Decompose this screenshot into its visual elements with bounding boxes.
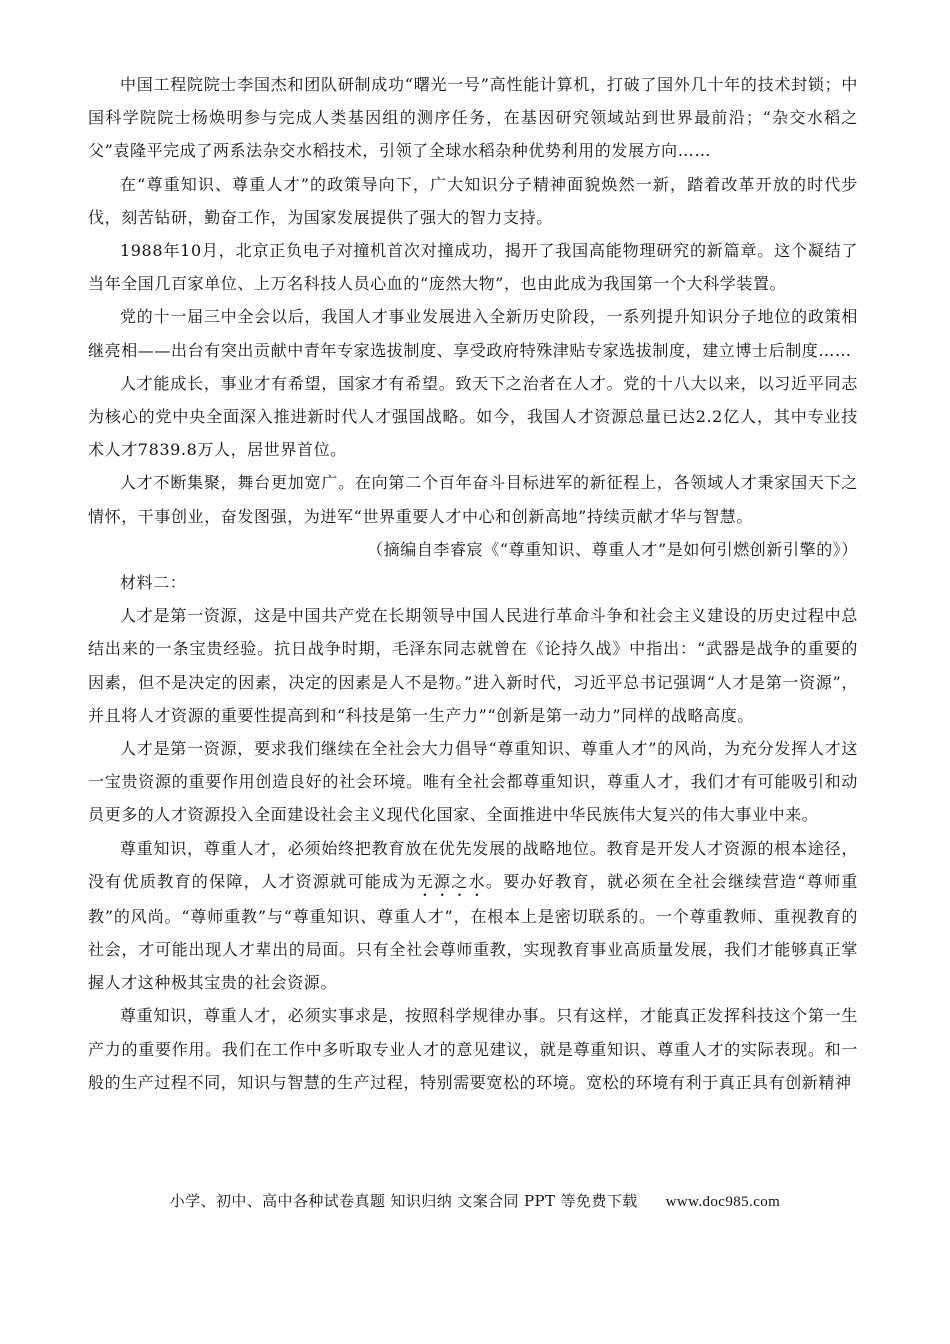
document-body [88, 68, 858, 1099]
material-two-paragraph-1: 人才是第一资源，这是中国共产党在长期领导中国人民进行革命斗争和社会主义建设的历史过程中总结出来的一条宝贵经验。抗日战争时期，毛泽东同志就曾在《论持久战》中指出：“武器是战争的重要的因素，但不是决定的因素，决定的因素是人不是物。”进入新时代，习近平总书记强调“人才是第一资源”，并且将人才资源的重要性提高到和“科技是第一生产力”“创新是第一动力”同样的战略高度。 [88, 606, 858, 725]
material-two-paragraph-2: 人才是第一资源，要求我们继续在全社会大力倡导“尊重知识、尊重人才”的风尚，为充分发挥人才这一宝贵资源的重要作用创造良好的社会环境。唯有全社会都尊重知识，尊重人才，我们才有可能吸引和动员更多的人才资源投入全面建设社会主义现代化国家、全面推进中华民族伟大复兴的伟大事业中来。 [88, 739, 858, 825]
paragraph-6: 人才不断集聚，舞台更加宽广。在向第二个百年奋斗目标进军的新征程上，各领域人才秉家国天下之情怀，干事创业，奋发图强，为进军“世界重要人才中心和创新高地”持续贡献才华与智慧。 [88, 473, 858, 526]
material-two-paragraph-4: 尊重知识，尊重人才，必须实事求是，按照科学规律办事。只有这样，才能真正发挥科技这个第一生产力的重要作用。我们在工作中多听取专业人才的意见建议，就是尊重知识、尊重人才的实际表现。和一般的生产过程不同，知识与智慧的生产过程，特别需要宽松的环境。宽松的环境有利于真正具有创新精神 [88, 1006, 858, 1092]
footer-url[interactable]: www.doc985.com [665, 1194, 781, 1210]
material-two-heading: 材料二： [120, 573, 187, 593]
footer-banner [0, 1190, 950, 1211]
paragraph-3: 1988年10月，北京正负电子对撞机首次对撞成功，揭开了我国高能物理研究的新篇章。这个凝结了当年全国几百家单位、上万名科技人员心血的“庞然大物”，也由此成为我国第一个大科学装置。 [88, 241, 858, 294]
emphasized-phrase: 无源之水 [416, 871, 486, 891]
footer-text: 小学、初中、高中各种试卷真题 知识归纳 文案合同 PPT 等免费下载 [169, 1192, 638, 1210]
source-note: （摘编自李睿宸《“尊重知识、尊重人才”是如何引燃创新引擎的》） [367, 539, 858, 559]
paragraph-4: 党的十一届三中全会以后，我国人才事业发展进入全新历史阶段，一系列提升知识分子地位的政策相继亮相——出台有突出贡献中青年专家选拔制度、享受政府特殊津贴专家选拔制度，建立博士后制度…… [88, 307, 858, 360]
paragraph-2: 在“尊重知识、尊重人才”的政策导向下，广大知识分子精神面貌焕然一新，踏着改革开放的时代步伐，刻苦钻研，勤奋工作，为国家发展提供了强大的智力支持。 [88, 174, 858, 227]
paragraph-5: 人才能成长，事业才有希望，国家才有希望。致天下之治者在人才。党的十八大以来，以习近平同志为核心的党中央全面深入推进新时代人才强国战略。如今，我国人才资源总量已达2.2亿人，其中专业技术人才7839.8万人，居世界首位。 [88, 373, 858, 460]
p3-text-before: 尊重知识，尊重人才，必须始终把教育放在优先发展的战略地位。教育是开发人才资源的根本途径，没有优质教育的保障，人才资源就可能成为 [88, 838, 858, 891]
p3-text-after: 。要办好教育，就必须在全社会继续营造“尊师重教”的风尚。“尊师重教”与“尊重知识、尊重人才”，在根本上是密切联系的。一个尊重教师、重视教育的社会，才可能出现人才辈出的局面。只有全社会尊师重教，实现教育事业高质量发展，我们才能够真正掌握人才这种极其宝贵的社会资源。 [88, 871, 858, 993]
material-two-paragraph-3 [88, 832, 858, 1000]
paragraph-1: 中国工程院院士李国杰和团队研制成功“曙光一号”高性能计算机，打破了国外几十年的技术封锁；中国科学院院士杨焕明参与完成人类基因组的测序任务，在基因研究领域站到世界最前沿；“杂交水稻之父”袁隆平完成了两系法杂交水稻技术，引领了全球水稻杂种优势利用的发展方向…… [88, 75, 858, 161]
